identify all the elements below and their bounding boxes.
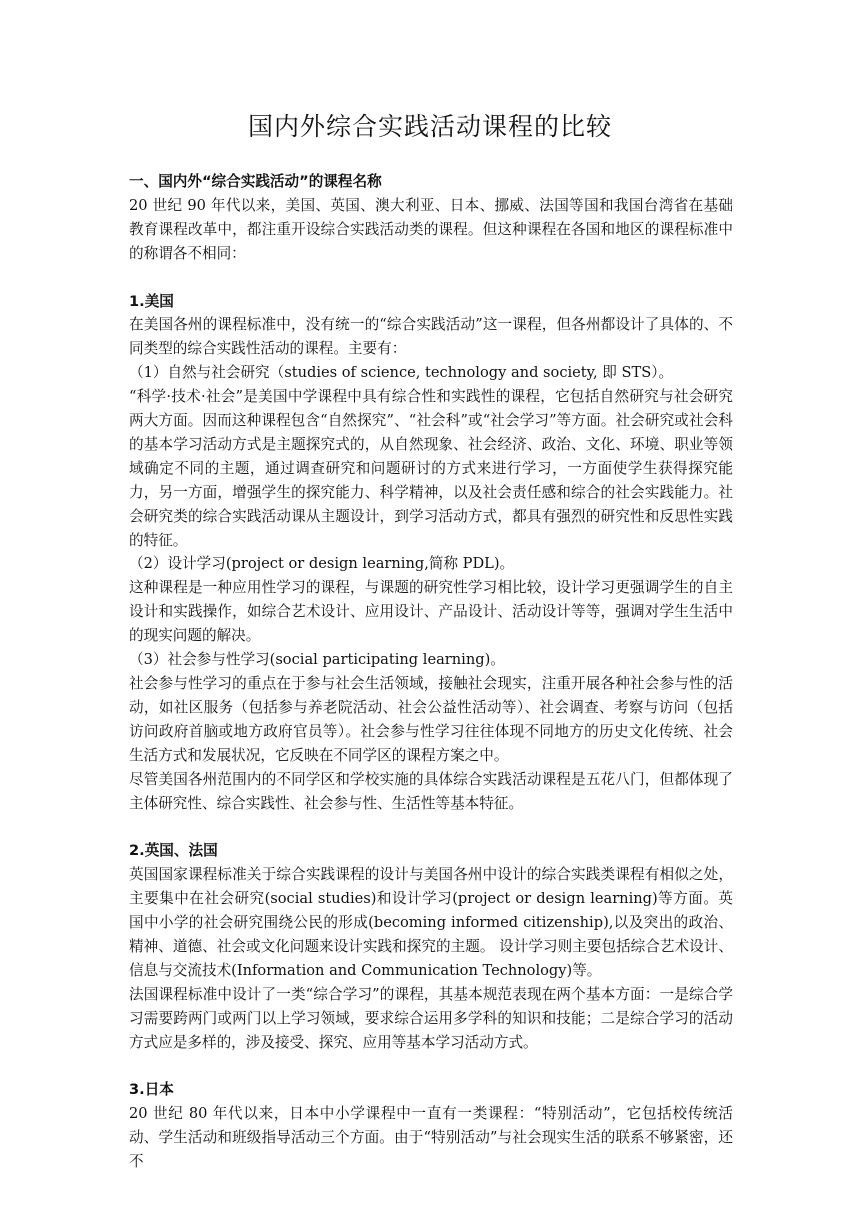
list-item-title: （2）设计学习(project or design learning,简称 PDL)。 <box>129 555 515 573</box>
paragraph: 社会参与性学习的重点在于参与社会生活领域，接触社会现实，注重开展各种社会参与性的活动，如社区服务（包括参与养老院活动、社会公益性活动等）、社会调查、考察与访问（包括访问政府首脑或地方政府官员等）。社会参与性学习往往体现不同地方的历史文化传统、社会生活方式和发展状况，它反映在不同学区的课程方案之中。 <box>129 675 733 764</box>
paragraph: 尽管美国各州范围内的不同学区和学校实施的具体综合实践活动课程是五花八门，但都体现了主体研究性、综合实践性、社会参与性、生活性等基本特征。 <box>129 770 733 812</box>
blank-line <box>129 815 733 839</box>
blank-line <box>129 266 733 290</box>
paragraph: 20 世纪 80 年代以来，日本中小学课程中一直有一类课程：“特别活动”，它包括校传统活动、学生活动和班级指导活动三个方面。由于“特别活动”与社会现实生活的联系不够紧密，还不 <box>129 1105 733 1171</box>
paragraph: 这种课程是一种应用性学习的课程，与课题的研究性学习相比较，设计学习更强调学生的自主设计和实践操作，如综合艺术设计、应用设计、产品设计、活动设计等等，强调对学生生活中的现实问题的解决。 <box>129 579 733 645</box>
subsection-heading-uk-france: 2.英国、法国 <box>129 842 218 860</box>
paragraph: “科学·技术·社会”是美国中学课程中具有综合性和实践性的课程，它包括自然研究与社会研究两大方面。因而这种课程包含“自然探究”、“社会科”或“社会学习”等方面。社会研究或社会科的基本学习活动方式是主题探究式的，从自然现象、社会经济、政治、文化、环境、职业等领域确定不同的主题，通过调查研究和问题研讨的方式来进行学习，一方面使学生获得探究能力，另一方面，增强学生的探究能力、科学精神，以及社会责任感和综合的社会实践能力。社会研究类的综合实践活动课从主题设计，到学习活动方式，都具有强烈的研究性和反思性实践的特征。 <box>129 388 733 549</box>
document-title: 国内外综合实践活动课程的比较 <box>247 112 612 141</box>
list-item-title: （3）社会参与性学习(social participating learning)。 <box>129 651 505 669</box>
paragraph: 法国课程标准中设计了一类“综合学习”的课程，其基本规范表现在两个基本方面：一是综合学习需要跨两门或两门以上学习领域，要求综合运用多学科的知识和技能；二是综合学习的活动方式应是多样的，涉及接受、探究、应用等基本学习活动方式。 <box>129 985 733 1051</box>
subsection-heading-japan: 3.日本 <box>129 1081 174 1099</box>
paragraph: 英国国家课程标准关于综合实践课程的设计与美国各州中设计的综合实践类课程有相似之处，主要集中在社会研究(social studies)和设计学习(project or design learning)等方面。英国中小学的社会研究围绕公民的形成(becoming informed citizenship),以及突出的政治、精神、道德、社会或文化问题来设计实践和探究的主题。 设计学习则主要包括综合艺术设计、信息与交流技术(Information and Communication Technology)等。 <box>129 866 733 979</box>
document-body <box>129 170 733 1174</box>
paragraph: 20 世纪 90 年代以来，美国、英国、澳大利亚、日本、挪威、法国等国和我国台湾省在基础教育课程改革中，都注重开设综合实践活动类的课程。但这种课程在各国和地区的课程标准中的称谓各不相同： <box>129 196 733 262</box>
list-item-title: （1）自然与社会研究（studies of science, technology and society, 即 STS）。 <box>129 364 674 382</box>
blank-line <box>129 1055 733 1079</box>
subsection-heading-usa: 1.美国 <box>129 292 174 310</box>
paragraph: 在美国各州的课程标准中，没有统一的“综合实践活动”这一课程，但各州都设计了具体的、不同类型的综合实践性活动的课程。主要有： <box>129 316 733 358</box>
section-heading: 一、国内外“综合实践活动”的课程名称 <box>129 173 382 190</box>
